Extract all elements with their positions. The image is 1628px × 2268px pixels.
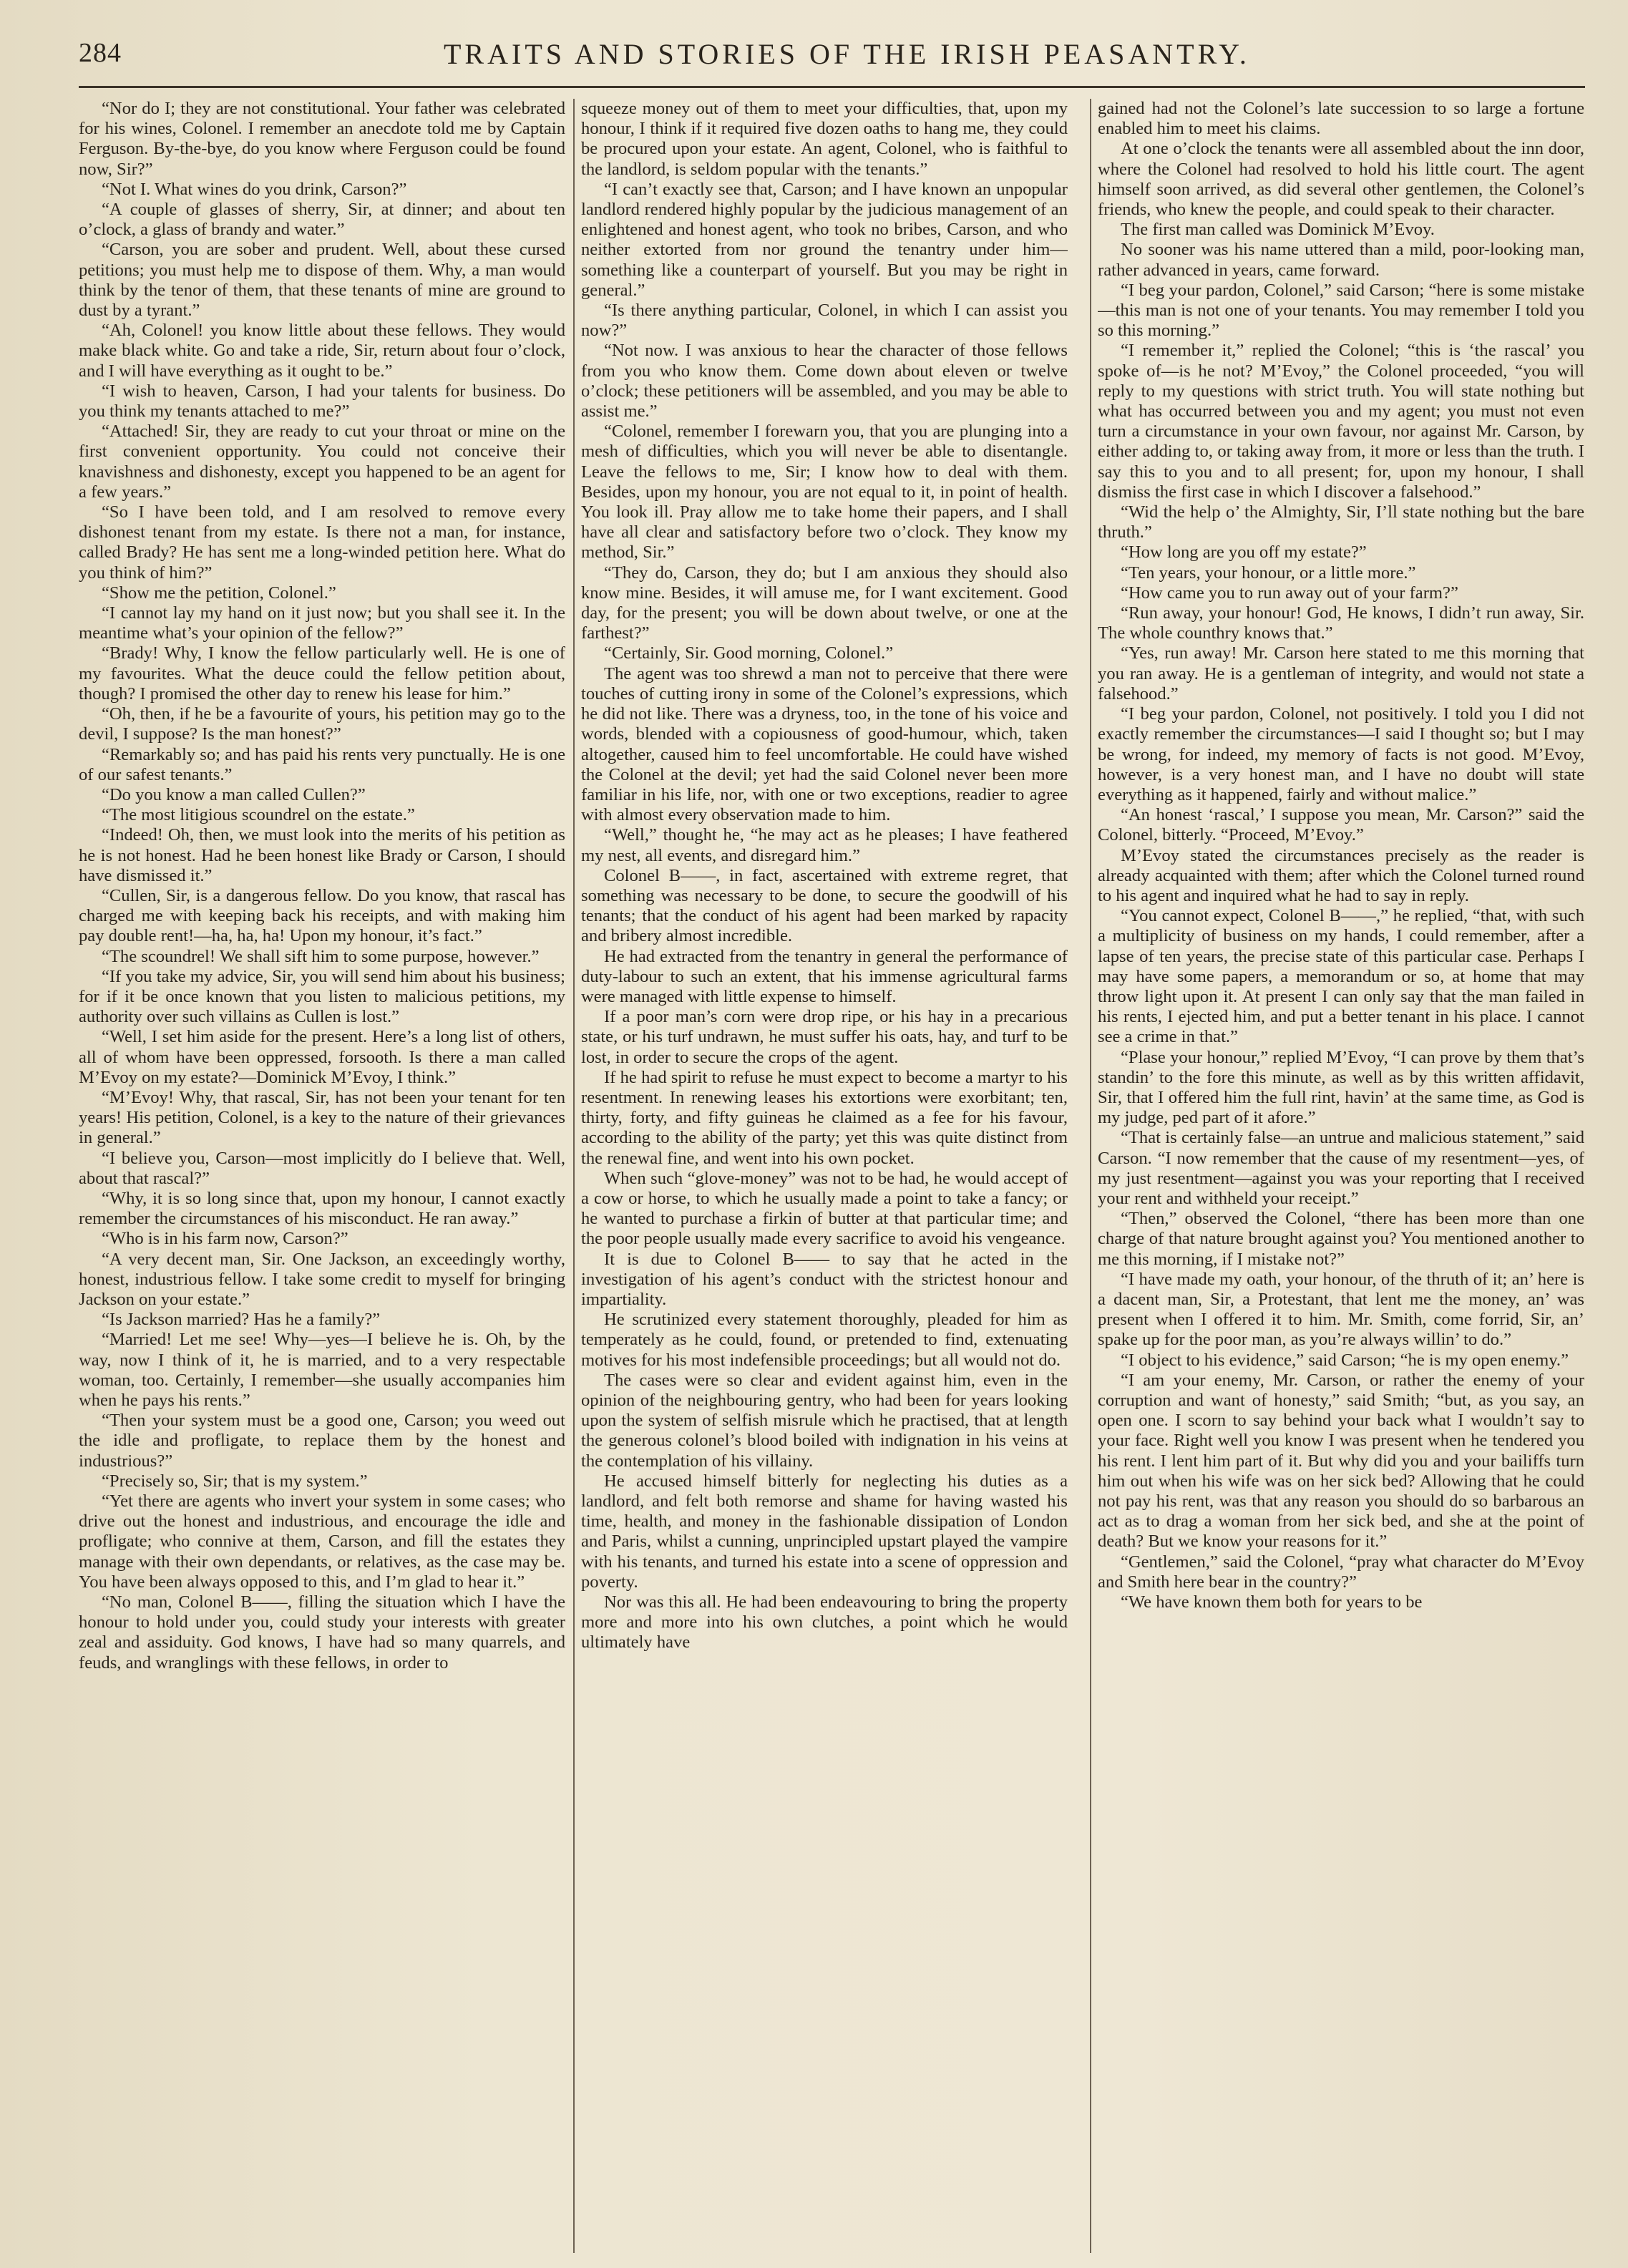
page-header [79, 37, 1585, 80]
paragraph: “Show me the petition, Colonel.” [101, 583, 336, 603]
paragraph: “I beg your pardon, Colonel, not positively. I told you I did not exactly remember the circumstances—I said I thought so; but I may be wrong, for indeed, my memory of facts is not good. M’Evoy, however, is a very honest man, and I have no doubt will state everything as it happened, fairly and without malice.” [1098, 704, 1584, 804]
paragraph: “Certainly, Sir. Good morning, Colonel.” [603, 643, 894, 663]
paragraph: gained had not the Colonel’s late succession to so large a fortune enabled him to meet his claims. [1098, 99, 1584, 139]
paragraph: “I believe you, Carson—most implicitly do I believe that. Well, about that rascal?” [79, 1148, 565, 1188]
paragraph: “An honest ‘rascal,’ I suppose you mean, Mr. Carson?” said the Colonel, bitterly. “Proceed, M’Evoy.” [1098, 805, 1584, 845]
paragraph: “Remarkably so; and has paid his rents very punctually. He is one of our safest tenants.” [79, 744, 565, 784]
paragraph: “Attached! Sir, they are ready to cut your throat or mine on the first convenient opportunity. You could not conceive their knavishness and dishonesty, except you happened to be an agent for a few years.” [79, 422, 565, 502]
paragraph: “Then your system must be a good one, Carson; you weed out the idle and profligate, to replace them by the honest and industrious?” [79, 1411, 565, 1471]
paragraph: “Is there anything particular, Colonel, in which I can assist you now?” [581, 301, 1068, 341]
paragraph: He scrutinized every statement thoroughly, pleaded for him as temperately as he could, found, or pretended to find, extenuating motives for his most indefensible proceedings; but all would not do. [581, 1310, 1068, 1370]
paragraph: “I can’t exactly see that, Carson; and I have known an unpopular landlord rendered highly popular by the judicious management of an enlightened and honest agent, who took no bribes, Carson, and who neither extorted from nor ground the tenantry under him—something like a counterpart of yourself. But you may be right in general.” [581, 179, 1068, 300]
running-title: TRAITS AND STORIES OF THE IRISH PEASANTRY. [444, 38, 1250, 70]
paragraph: “I beg your pardon, Colonel,” said Carson; “here is some mistake—this man is not one of your tenants. You may remember I told you so this morning.” [1098, 280, 1584, 341]
paragraph: He had extracted from the tenantry in general the performance of duty-labour to such an extent, that his immense agricultural farms were managed with little expense to himself. [581, 946, 1068, 1006]
paragraph: It is due to Colonel B—— to say that he acted in the investigation of his agent’s conduct with the strictest honour and impartiality. [581, 1249, 1068, 1309]
paragraph: “How came you to run away out of your farm?” [1120, 583, 1458, 603]
column-divider-right [1090, 99, 1091, 2253]
paragraph: No sooner was his name uttered than a mild, poor-looking man, rather advanced in years, came forward. [1098, 240, 1584, 280]
paragraph: “A couple of glasses of sherry, Sir, at dinner; and about ten o’clock, a glass of brandy and water.” [79, 200, 565, 240]
paragraph: “Who is in his farm now, Carson?” [101, 1229, 348, 1249]
paragraph: “The scoundrel! We shall sift him to some purpose, however.” [101, 946, 540, 966]
paragraph: At one o’clock the tenants were all assembled about the inn door, where the Colonel had resolved to hold his little court. The agent himself soon arrived, as did several other gentlemen, the Colonel’s friends, who knew the people, and could speak to their character. [1098, 139, 1584, 220]
paragraph: “Then,” observed the Colonel, “there has been more than one charge of that nature brought against you? You mentioned another to me this morning, if I mistake not?” [1098, 1209, 1584, 1269]
paragraph: “Well,” thought he, “he may act as he pleases; I have feathered my nest, all events, and disregard him.” [581, 825, 1068, 865]
paragraph: “M’Evoy! Why, that rascal, Sir, has not been your tenant for ten years! His petition, Colonel, is a key to the nature of their grievances in general.” [79, 1087, 565, 1148]
paragraph: The first man called was Dominick M’Evoy. [1120, 220, 1435, 240]
paragraph: “No man, Colonel B——, filling the situation which I have the honour to hold under you, could study your interests with greater zeal and assiduity. God knows, I have had so many quarrels, and feuds, and wranglings with these fellows, in order to [79, 1592, 565, 1673]
paragraph: “Well, I set him aside for the present. Here’s a long list of others, all of whom have been oppressed, forsooth. Is there a man called M’Evoy on my estate?—Dominick M’Evoy, I think.” [79, 1027, 565, 1087]
paragraph: “Run away, your honour! God, He knows, I didn’t run away, Sir. The whole counthry knows that.” [1098, 603, 1584, 643]
paragraph: “Not I. What wines do you drink, Carson?” [101, 179, 407, 199]
paragraph: “Oh, then, if he be a favourite of yours, his petition may go to the devil, I suppose? Is the man honest?” [79, 704, 565, 744]
paragraph: “Carson, you are sober and prudent. Well, about these cursed petitions; you must help me to dispose of them. Why, a man would think by the tenor of them, that these tenants of mine are ground to dust by a tyrant.” [79, 240, 565, 321]
paragraph: “Indeed! Oh, then, we must look into the merits of his petition as he is not honest. Had he been honest like Brady or Carson, I should have dismissed it.” [79, 825, 565, 885]
paragraph: “Brady! Why, I know the fellow particularly well. He is one of my favourites. What the deuce could the fellow petition about, though? I promised the other day to renew his lease for him.” [79, 643, 565, 704]
paragraph: “Married! Let me see! Why—yes—I believe he is. Oh, by the way, now I think of it, he is married, and to a very respectable woman, too. Certainly, I remember—she usually accompanies him when he pays his rents.” [79, 1330, 565, 1410]
paragraph: “Nor do I; they are not constitutional. Your father was celebrated for his wines, Colonel. I remember an anecdote told me by Captain Ferguson. By-the-bye, do you know where Ferguson could be found now, Sir?” [79, 99, 565, 179]
paragraph: “I remember it,” replied the Colonel; “this is ‘the rascal’ you spoke of—is he not? M’Evoy,” the Colonel proceeded, “you will reply to my questions with strict truth. You will state nothing but what has occurred between you and my agent; you must not even turn a circumstance in your own favour, nor against Mr. Carson, by either adding to, or taking away from, it more or less than the truth. I say this to you and to all present; for, upon my honour, I shall dismiss the first case in which I discover a falsehood.” [1098, 341, 1584, 502]
paragraph: “Yes, run away! Mr. Carson here stated to me this morning that you ran away. He is a gentleman of integrity, and would not state a falsehood.” [1098, 643, 1584, 704]
paragraph: “How long are you off my estate?” [1120, 542, 1367, 563]
paragraph: “Yet there are agents who invert your system in some cases; who drive out the honest and industrious, and encourage the idle and profligate; who connive at them, Carson, and fill the estates they manage with their own dependants, or relatives, as the case may be. You have been always opposed to this, and I’m glad to hear it.” [79, 1491, 565, 1592]
paragraph: “The most litigious scoundrel on the estate.” [101, 805, 415, 825]
paragraph: “Why, it is so long since that, upon my honour, I cannot exactly remember the circumstances of his misconduct. He ran away.” [79, 1188, 565, 1229]
paragraph: The cases were so clear and evident against him, even in the opinion of the neighbouring gentry, who had been for years looking upon the system of selfish misrule which he practised, that at length the generous colonel’s blood boiled with indignation in his veins at the contemplation of his villainy. [581, 1370, 1068, 1471]
paragraph: “Gentlemen,” said the Colonel, “pray what character do M’Evoy and Smith here bear in the country?” [1098, 1552, 1584, 1592]
paragraph: M’Evoy stated the circumstances precisely as the reader is already acquainted with them; after which the Colonel turned round to his agent and inquired what he had to say in reply. [1098, 845, 1584, 905]
page-number: 284 [79, 38, 122, 68]
paragraph: “So I have been told, and I am resolved to remove every dishonest tenant from my estate. Is there not a man, for instance, called Brady? He has sent me a long-winded petition here. What do you think of him?” [79, 502, 565, 583]
text-column-left [79, 99, 565, 2253]
paragraph: “Ah, Colonel! you know little about these fellows. They would make black white. Go and take a ride, Sir, return about four o’clock, and I will have everything as it ought to be.” [79, 321, 565, 381]
paragraph: When such “glove-money” was not to be had, he would accept of a cow or horse, to which he usually made a point to take a fancy; or he wanted to purchase a firkin of butter at that particular time; and the poor people usually made every sacrifice to avoid his vengeance. [581, 1168, 1068, 1249]
paragraph: “Wid the help o’ the Almighty, Sir, I’ll state nothing but the bare thruth.” [1098, 502, 1584, 542]
paragraph: “Cullen, Sir, is a dangerous fellow. Do you know, that rascal has charged me with keeping back his receipts, and with making him pay double rent!—ha, ha, ha! Upon my honour, it’s fact.” [79, 885, 565, 946]
paragraph: “I have made my oath, your honour, of the thruth of it; an’ here is a dacent man, Sir, a Protestant, that lent me the money, an’ was present when I offered it to him. Mr. Smith, come forrid, Sir, an’ spake up for the poor man, as you’re always willin’ to do.” [1098, 1269, 1584, 1350]
text-column-middle [581, 99, 1068, 2253]
paragraph: “You cannot expect, Colonel B——,” he replied, “that, with such a multiplicity of business on my hands, I could remember, after a lapse of ten years, the precise state of this particular case. Perhaps I may have some papers, a memorandum or so, at home that may throw light upon it. At present I can only say that the man failed in his rents, I ejected him, and put a better tenant in his place. I cannot see a crime in that.” [1098, 906, 1584, 1047]
text-column-right [1098, 99, 1584, 2253]
paragraph: “Precisely so, Sir; that is my system.” [101, 1471, 368, 1491]
paragraph: “I wish to heaven, Carson, I had your talents for business. Do you think my tenants attached to me?” [79, 381, 565, 422]
paragraph: “Colonel, remember I forewarn you, that you are plunging into a mesh of difficulties, which you will never be able to disentangle. Leave the fellows to me, Sir; I know how to deal with them. Besides, upon my honour, you are not equal to it, in point of health. You look ill. Pray allow me to take home their papers, and I shall have all clear and satisfactory before two o’clock. They know my method, Sir.” [581, 422, 1068, 563]
paragraph: “Plase your honour,” replied M’Evoy, “I can prove by them that’s standin’ to the fore this minute, as well as by this written affidavit, Sir, that I offered him the full rint, havin’ at the same time, as God is my judge, ped part of it afore.” [1098, 1047, 1584, 1128]
header-rule [79, 86, 1585, 88]
paragraph: If he had spirit to refuse he must expect to become a martyr to his resentment. In renewing leases his extortions were exorbitant; ten, thirty, forty, and fifty guineas he claimed as a fee for his favour, according to the ability of the party; yet this was quite distinct from the renewal fine, and went into his own pocket. [581, 1067, 1068, 1168]
paragraph: Colonel B——, in fact, ascertained with extreme regret, that something was necessary to be done, to secure the goodwill of his tenants; that the conduct of his agent had been marked by rapacity and bribery almost incredible. [581, 865, 1068, 946]
column-divider-left [573, 99, 575, 2253]
paragraph: Nor was this all. He had been endeavouring to bring the property more and more into his own clutches, a point which he would ultimately have [581, 1592, 1068, 1653]
paragraph: “I cannot lay my hand on it just now; but you shall see it. In the meantime what’s your opinion of the fellow?” [79, 603, 565, 643]
paragraph: If a poor man’s corn were drop ripe, or his hay in a precarious state, or his turf undrawn, he must suffer his oats, hay, and turf to be lost, in order to secure the crops of the agent. [581, 1007, 1068, 1067]
paragraph: squeeze money out of them to meet your difficulties, that, upon my honour, I think if it required five dozen oaths to hang me, they could be procured upon your estate. An agent, Colonel, who is faithful to the landlord, is seldom popular with the tenants.” [581, 99, 1068, 179]
paragraph: “I am your enemy, Mr. Carson, or rather the enemy of your corruption and want of honesty,” said Smith; “but, as you say, an open one. I scorn to say behind your back what I wouldn’t say to your face. Right well you know I was present when he tendered you his rent. I lent him part of it. But why did you and your bailiffs turn him out when his wife was on her sick bed? Allowing that he could not pay his rent, was that any reason you should do so barbarous an act as to drag a woman from her sick bed, and she at the point of death? But we know your reasons for it.” [1098, 1370, 1584, 1552]
paragraph: “If you take my advice, Sir, you will send him about his business; for if it be once known that you listen to malicious petitions, my authority over such villains as Cullen is lost.” [79, 966, 565, 1027]
paragraph: “Not now. I was anxious to hear the character of those fellows from you who know them. Come down about eleven or twelve o’clock; these petitioners will be assembled, and you may be able to assist me.” [581, 341, 1068, 422]
paragraph: “That is certainly false—an untrue and malicious statement,” said Carson. “I now remember that the cause of my resentment—yes, of my just resentment—against you was your reporting that I received your rent and withheld your receipt.” [1098, 1128, 1584, 1208]
text-columns [79, 99, 1585, 2253]
paragraph: “We have known them both for years to be [1120, 1592, 1423, 1612]
paragraph: “Do you know a man called Cullen?” [101, 784, 366, 804]
paragraph: The agent was too shrewd a man not to perceive that there were touches of cutting irony in some of the Colonel’s expressions, which he did not like. There was a dryness, too, in the tone of his voice and words, blended with a copiousness of good-humour, which, taken altogether, caused him to feel uncomfortable. He could have wished the Colonel at the devil; yet had the said Colonel never been more familiar in his life, nor, with one or two exceptions, readier to agree with almost every observation made to him. [581, 663, 1068, 825]
paragraph: “A very decent man, Sir. One Jackson, an exceedingly worthy, honest, industrious fellow. I take some credit to myself for bringing Jackson on your estate.” [79, 1249, 565, 1309]
paragraph: “Is Jackson married? Has he a family?” [101, 1310, 381, 1330]
paragraph: He accused himself bitterly for neglecting his duties as a landlord, and felt both remorse and shame for having wasted his time, health, and money in the fashionable dissipation of London and Paris, whilst a cunning, unprincipled upstart played the vampire with his tenants, and turned his estate into a scene of oppression and poverty. [581, 1471, 1068, 1592]
paragraph: “Ten years, your honour, or a little more.” [1120, 563, 1416, 583]
paragraph: “I object to his evidence,” said Carson; “he is my open enemy.” [1120, 1350, 1569, 1370]
paragraph: “They do, Carson, they do; but I am anxious they should also know mine. Besides, it will amuse me, for I want excitement. Good day, for the present; you will be down about twelve, or one at the farthest?” [581, 563, 1068, 643]
